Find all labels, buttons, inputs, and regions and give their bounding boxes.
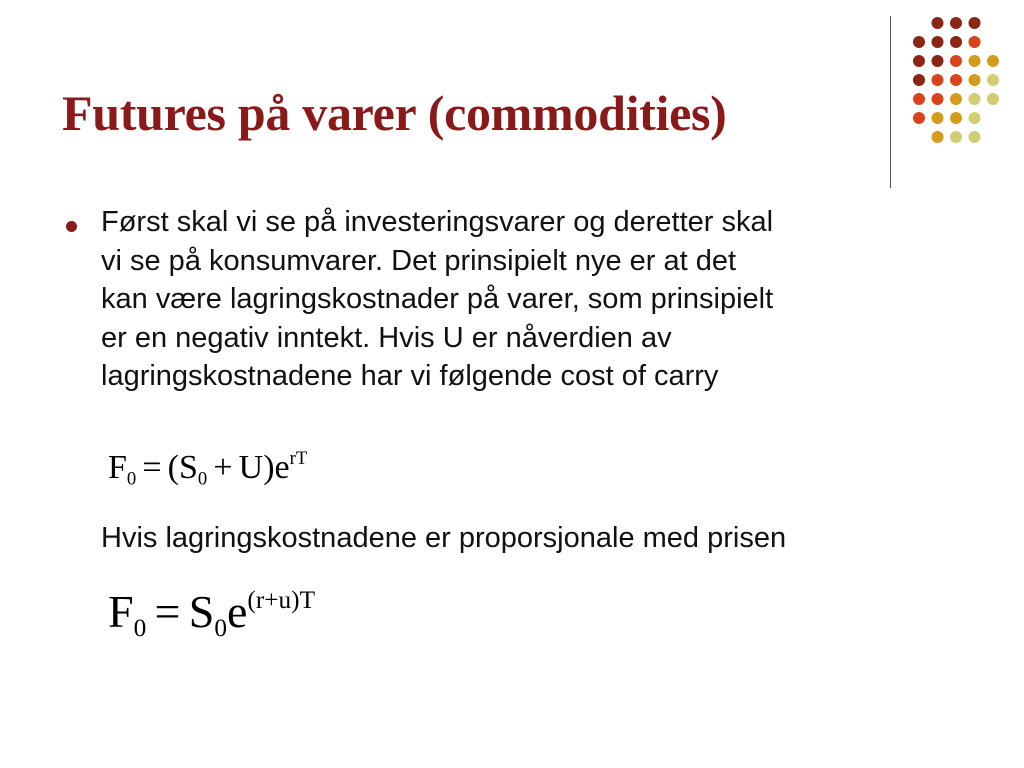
formula-subscript: 0 [197, 468, 208, 490]
decorative-dot [950, 36, 962, 48]
decorative-dot [987, 93, 999, 105]
decorative-dot [932, 131, 944, 143]
decorative-dot [932, 55, 944, 67]
decorative-dot [969, 93, 981, 105]
decorative-dot [932, 93, 944, 105]
slide-title: Futures på varer (commodities) [62, 85, 727, 141]
decorative-dot [932, 17, 944, 29]
formula-symbol: e [226, 586, 248, 637]
secondary-text: Hvis lagringskostnadene er proporsjonale med prisen [101, 522, 787, 554]
formula-symbol: F [108, 586, 134, 637]
decorative-dot [969, 74, 981, 86]
decorative-dot [913, 93, 925, 105]
formula-symbol: S [188, 586, 215, 637]
decorative-dot [913, 74, 925, 86]
decorative-dot [932, 36, 944, 48]
bullet-text [101, 203, 971, 396]
decorative-dot [913, 55, 925, 67]
formula-subscript: 0 [214, 613, 227, 642]
formula-subscript: 0 [133, 613, 147, 642]
bullet-line: er en negativ inntekt. Hvis U er nåverdien av [101, 321, 672, 354]
bullet-line: vi se på konsumvarer. Det prinsipielt nye er at det [101, 244, 737, 277]
decorative-dot [969, 17, 981, 29]
decorative-dot [932, 74, 944, 86]
divider-line [890, 16, 891, 188]
decorative-dot [932, 112, 944, 124]
decorative-dot [950, 74, 962, 86]
decorative-dot [950, 131, 962, 143]
bullet-icon [66, 221, 77, 232]
formula-symbol: (S [167, 449, 198, 487]
formula-proportional [108, 585, 315, 643]
decorative-dot [950, 17, 962, 29]
formula-operator: + [213, 449, 233, 487]
formula-exponent: rT [289, 448, 308, 469]
formula-cost-of-carry [108, 448, 307, 491]
decorative-dot [969, 36, 981, 48]
decorative-dot [987, 74, 999, 86]
decorative-dot [913, 112, 925, 124]
decorative-dot [969, 55, 981, 67]
decorative-dot [913, 36, 925, 48]
decorative-dot [950, 93, 962, 105]
bullet-line: Først skal vi se på investeringsvarer og deretter skal [101, 206, 774, 238]
formula-subscript: 0 [126, 468, 137, 490]
decorative-dot [969, 131, 981, 143]
formula-operator: = [142, 449, 162, 487]
formula-symbol: U)e [238, 449, 290, 487]
formula-operator: = [154, 586, 181, 637]
bullet-line: kan være lagringskostnader på varer, som prinsipielt [101, 283, 774, 315]
decorative-dot [950, 112, 962, 124]
decorative-dot [950, 55, 962, 67]
bullet-line: lagringskostnadene har vi følgende cost of carry [101, 360, 719, 392]
decorative-dot [969, 112, 981, 124]
formula-exponent: (r+u)T [247, 586, 316, 615]
formula-symbol: F [108, 449, 127, 487]
decorative-dot [987, 55, 999, 67]
